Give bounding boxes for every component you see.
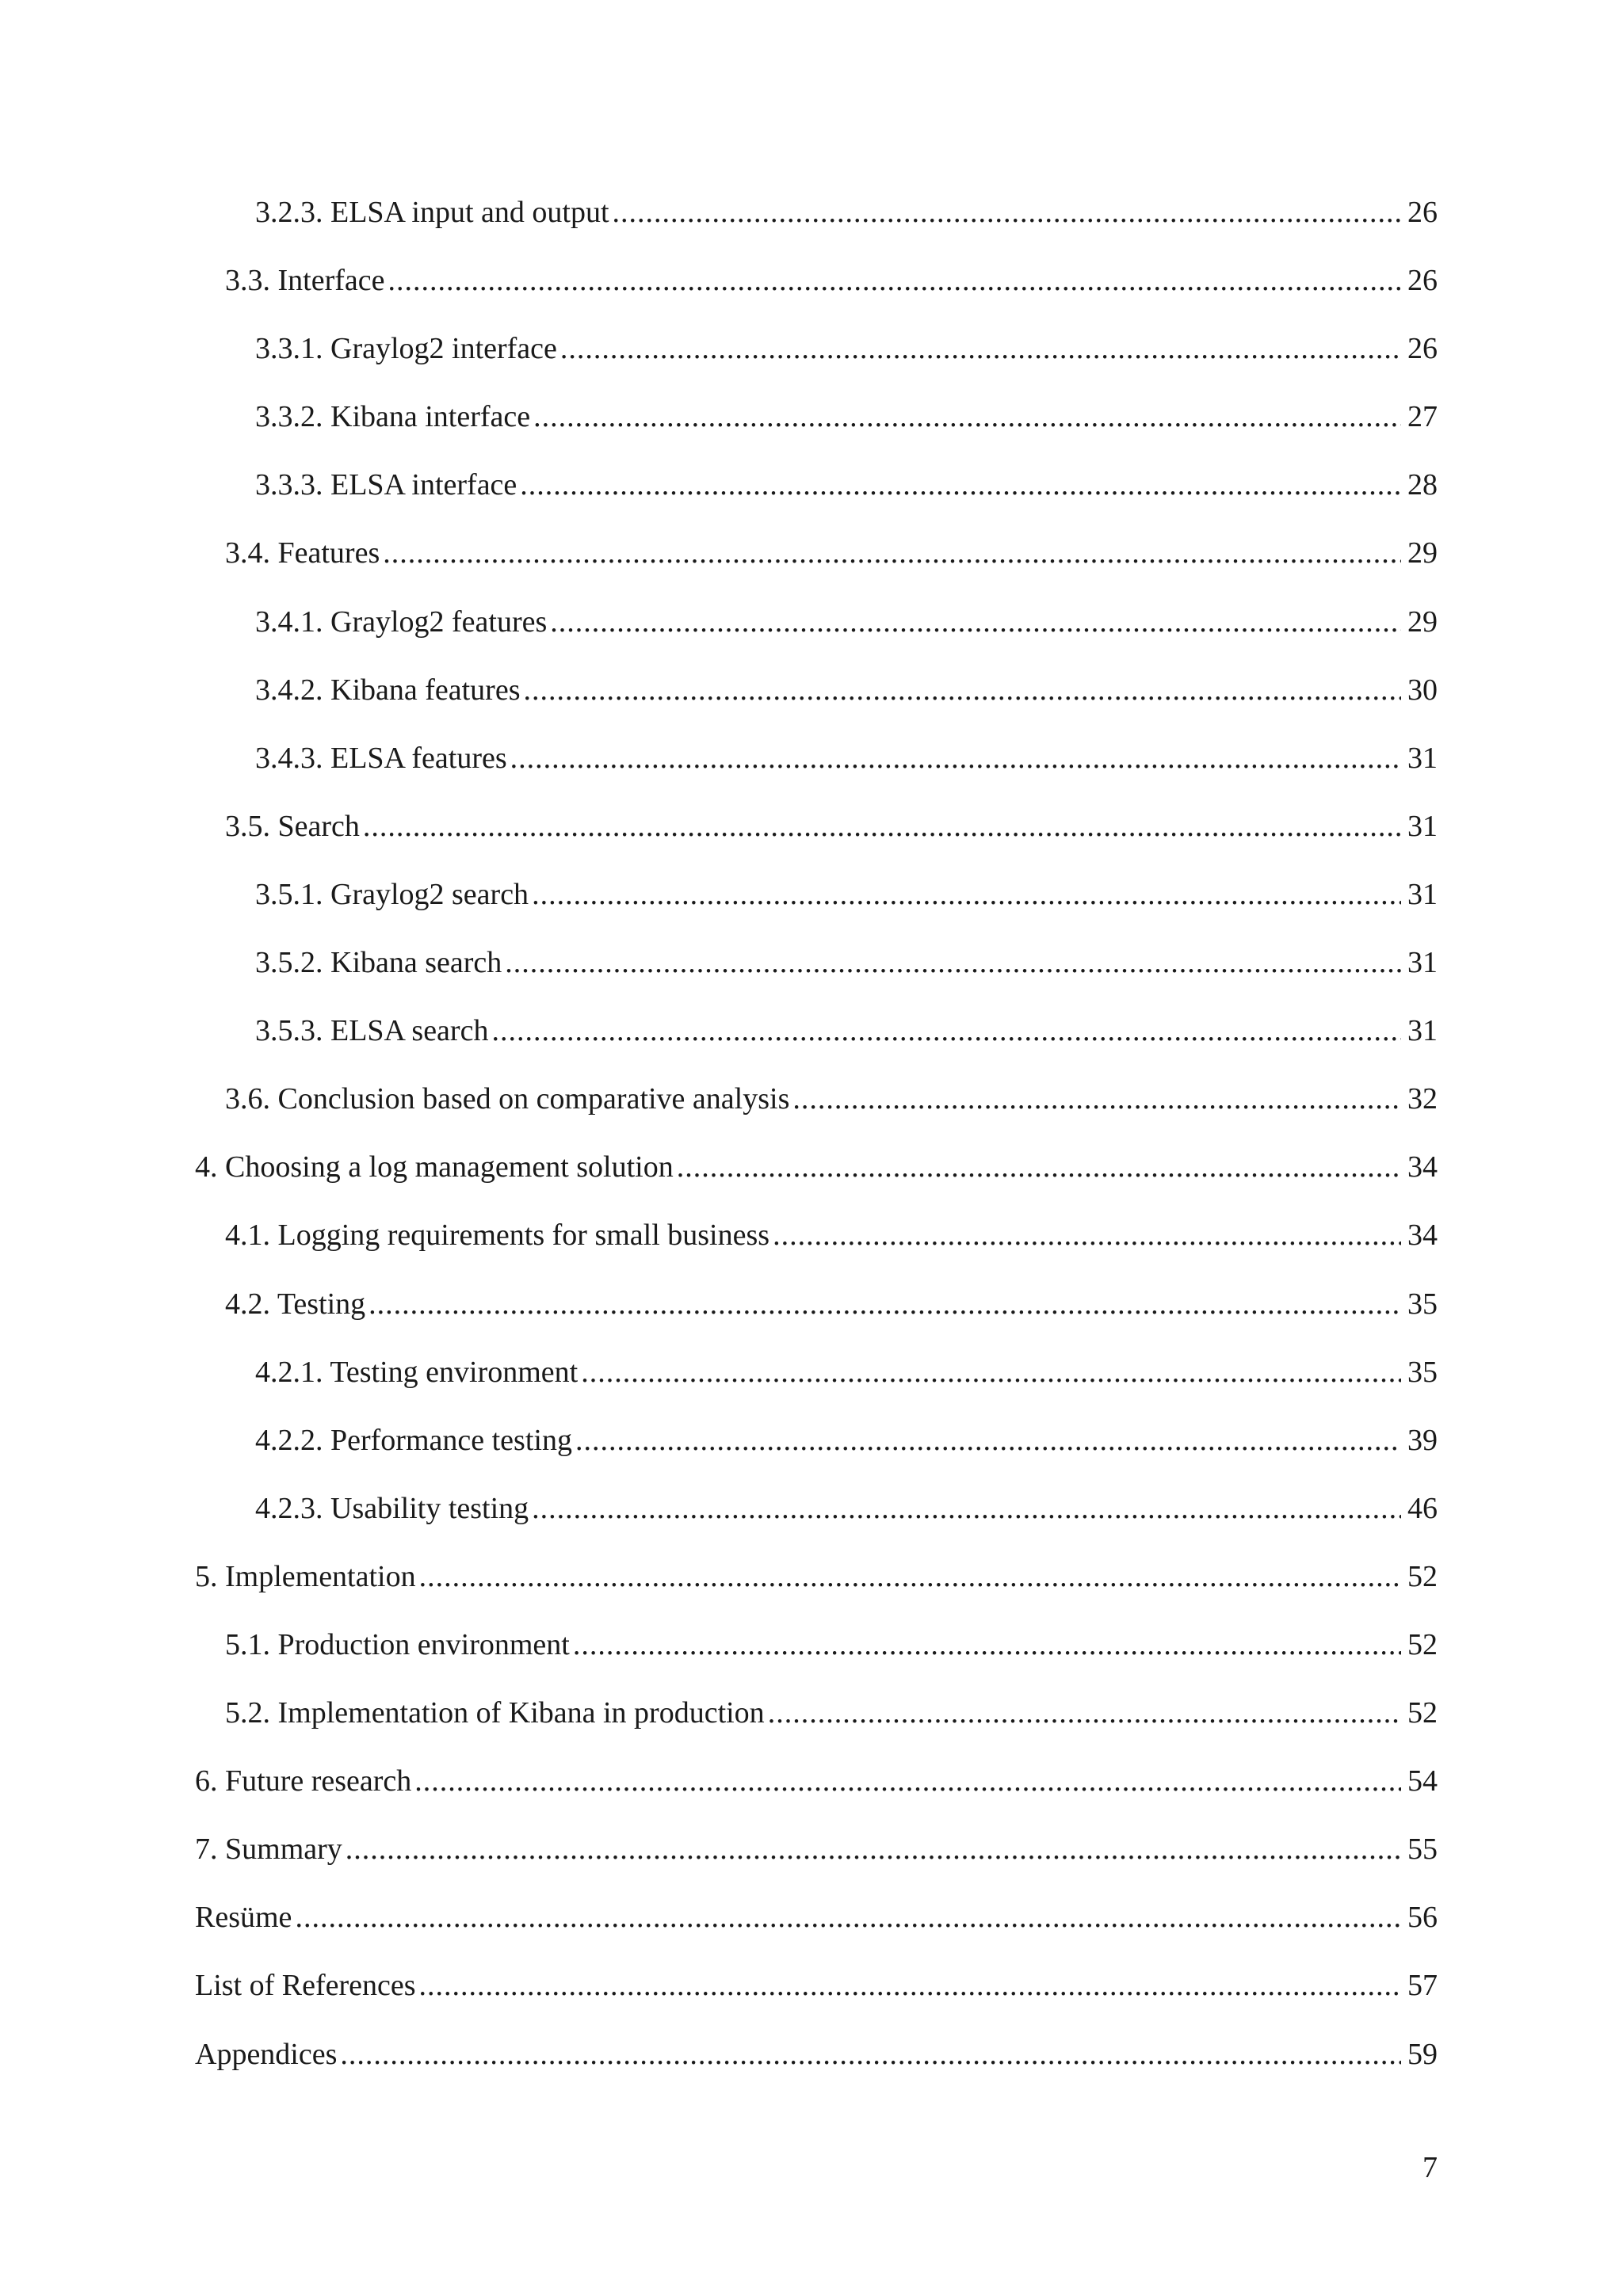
toc-entry[interactable]: [195, 1009, 1438, 1077]
toc-entry-title: 5.1. Production environment: [225, 1627, 570, 1661]
toc-dot-leader: [517, 463, 1401, 507]
toc-entry[interactable]: [195, 463, 1438, 531]
toc-dot-leader: [416, 1554, 1401, 1599]
toc-dot-leader: [572, 1418, 1401, 1463]
toc-dot-leader: [337, 2032, 1401, 2077]
toc-dot-leader: [416, 1963, 1401, 2008]
toc-entry[interactable]: [195, 1691, 1438, 1759]
toc-entry-title: 3.4.3. ELSA features: [255, 741, 507, 775]
toc-entry-title: Resüme: [195, 1901, 292, 1935]
toc-entry[interactable]: [195, 804, 1438, 872]
table-of-contents: [195, 190, 1438, 2100]
toc-entry-title: 5.2. Implementation of Kibana in production: [225, 1696, 765, 1730]
toc-entry-title: 5. Implementation: [195, 1559, 416, 1593]
toc-dot-leader: [385, 258, 1402, 303]
toc-entry-page-number: 34: [1407, 1219, 1438, 1253]
toc-entry[interactable]: [195, 395, 1438, 463]
toc-entry-page-number: 31: [1407, 1014, 1438, 1048]
toc-entry[interactable]: [195, 1486, 1438, 1554]
toc-entry[interactable]: [195, 1077, 1438, 1145]
toc-dot-leader: [488, 1009, 1401, 1053]
toc-entry[interactable]: [195, 1895, 1438, 1963]
toc-entry[interactable]: [195, 1827, 1438, 1895]
toc-entry-title: 4.2. Testing: [225, 1287, 366, 1321]
toc-entry-page-number: 46: [1407, 1491, 1438, 1525]
toc-entry-page-number: 54: [1407, 1764, 1438, 1798]
toc-entry-title: 3.2.3. ELSA input and output: [255, 196, 609, 229]
toc-entry-page-number: 55: [1407, 1833, 1438, 1867]
toc-entry-page-number: 30: [1407, 673, 1438, 707]
toc-entry-page-number: 52: [1407, 1627, 1438, 1661]
toc-entry[interactable]: [195, 531, 1438, 599]
toc-dot-leader: [765, 1691, 1401, 1735]
toc-entry-page-number: 27: [1407, 400, 1438, 434]
toc-dot-leader: [365, 1282, 1401, 1326]
toc-entry-page-number: 26: [1407, 332, 1438, 366]
toc-entry[interactable]: [195, 600, 1438, 668]
toc-entry-page-number: 31: [1407, 741, 1438, 775]
toc-entry-title: List of References: [195, 1969, 416, 2003]
toc-dot-leader: [557, 326, 1401, 371]
toc-entry-page-number: 52: [1407, 1559, 1438, 1593]
toc-dot-leader: [342, 1827, 1401, 1871]
toc-dot-leader: [292, 1895, 1401, 1939]
toc-entry-title: 4.2.1. Testing environment: [255, 1355, 579, 1389]
toc-entry-page-number: 26: [1407, 196, 1438, 229]
toc-entry-page-number: 59: [1407, 2037, 1438, 2071]
page-number: 7: [1423, 2151, 1438, 2184]
toc-entry-title: 6. Future research: [195, 1764, 412, 1798]
toc-entry-page-number: 29: [1407, 605, 1438, 639]
toc-entry[interactable]: [195, 1282, 1438, 1350]
toc-dot-leader: [507, 736, 1401, 780]
toc-dot-leader: [769, 1213, 1401, 1257]
toc-entry[interactable]: [195, 1759, 1438, 1827]
toc-entry[interactable]: [195, 668, 1438, 736]
toc-entry-title: 3.3.2. Kibana interface: [255, 400, 531, 434]
toc-entry-title: 3.5.1. Graylog2 search: [255, 877, 529, 911]
toc-entry-page-number: 31: [1407, 946, 1438, 980]
toc-entry-page-number: 29: [1407, 536, 1438, 570]
toc-entry-page-number: 28: [1407, 468, 1438, 502]
toc-dot-leader: [609, 190, 1402, 235]
toc-entry[interactable]: [195, 190, 1438, 258]
toc-entry-title: 3.6. Conclusion based on comparative analysis: [225, 1082, 790, 1116]
toc-dot-leader: [411, 1759, 1401, 1803]
toc-entry[interactable]: [195, 1418, 1438, 1486]
toc-entry-page-number: 32: [1407, 1082, 1438, 1116]
toc-entry-title: 3.5.2. Kibana search: [255, 946, 502, 980]
toc-entry-page-number: 39: [1407, 1423, 1438, 1457]
toc-entry-page-number: 26: [1407, 264, 1438, 298]
toc-dot-leader: [529, 1486, 1401, 1531]
toc-entry[interactable]: [195, 1963, 1438, 2031]
toc-entry-title: 4.2.3. Usability testing: [255, 1491, 529, 1525]
toc-entry[interactable]: [195, 872, 1438, 940]
toc-dot-leader: [674, 1145, 1401, 1189]
toc-entry-page-number: 35: [1407, 1355, 1438, 1389]
toc-entry-title: 3.3.3. ELSA interface: [255, 468, 517, 502]
toc-entry[interactable]: [195, 258, 1438, 326]
toc-dot-leader: [502, 940, 1401, 985]
toc-entry-page-number: 56: [1407, 1901, 1438, 1935]
toc-entry-page-number: 57: [1407, 1969, 1438, 2003]
toc-dot-leader: [547, 600, 1401, 644]
toc-dot-leader: [578, 1350, 1401, 1394]
toc-entry-title: 3.4.1. Graylog2 features: [255, 605, 548, 639]
toc-entry-title: 4.1. Logging requirements for small business: [225, 1219, 770, 1253]
toc-entry[interactable]: [195, 2032, 1438, 2100]
toc-entry[interactable]: [195, 940, 1438, 1009]
toc-entry-page-number: 31: [1407, 877, 1438, 911]
toc-entry[interactable]: [195, 1213, 1438, 1281]
toc-entry-page-number: 31: [1407, 809, 1438, 843]
toc-entry-page-number: 34: [1407, 1150, 1438, 1184]
toc-entry[interactable]: [195, 1554, 1438, 1623]
toc-dot-leader: [360, 804, 1401, 849]
toc-entry-page-number: 52: [1407, 1696, 1438, 1730]
toc-entry-title: 3.5. Search: [225, 809, 360, 843]
toc-entry[interactable]: [195, 326, 1438, 395]
toc-dot-leader: [380, 531, 1401, 575]
toc-entry-title: 4.2.2. Performance testing: [255, 1423, 572, 1457]
toc-entry-title: 3.3. Interface: [225, 264, 385, 298]
toc-entry-title: 3.3.1. Graylog2 interface: [255, 332, 557, 366]
toc-entry[interactable]: [195, 1350, 1438, 1418]
toc-dot-leader: [789, 1077, 1401, 1121]
toc-entry[interactable]: [195, 1145, 1438, 1213]
toc-entry-title: 7. Summary: [195, 1833, 342, 1867]
toc-entry-title: Appendices: [195, 2037, 338, 2071]
toc-entry[interactable]: [195, 1623, 1438, 1691]
toc-entry-page-number: 35: [1407, 1287, 1438, 1321]
toc-dot-leader: [529, 872, 1401, 917]
toc-entry-title: 3.4.2. Kibana features: [255, 673, 521, 707]
toc-entry-title: 4. Choosing a log management solution: [195, 1150, 674, 1184]
toc-dot-leader: [570, 1623, 1401, 1667]
toc-entry-title: 3.5.3. ELSA search: [255, 1014, 489, 1048]
toc-entry[interactable]: [195, 736, 1438, 804]
toc-dot-leader: [530, 395, 1401, 439]
toc-entry-title: 3.4. Features: [225, 536, 380, 570]
toc-dot-leader: [521, 668, 1402, 712]
